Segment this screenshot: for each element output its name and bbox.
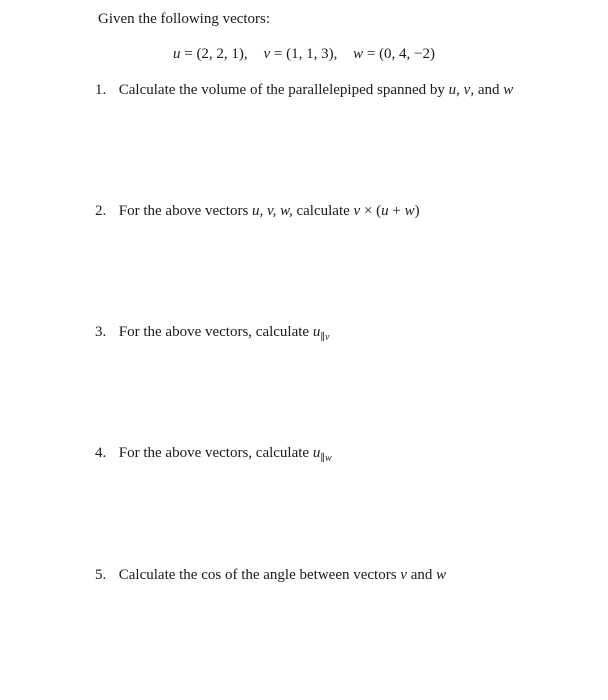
vector-u-symbol: u <box>172 46 181 62</box>
question-5-number: 5. <box>95 567 107 583</box>
question-5-and: and <box>410 567 433 583</box>
question-3 <box>95 322 329 342</box>
question-3-var-u: u <box>312 324 321 340</box>
vector-u-definition <box>173 44 248 64</box>
question-4-number: 4. <box>95 445 107 461</box>
vector-definitions <box>0 44 608 64</box>
question-5 <box>95 565 446 585</box>
question-2-text: For the above vectors <box>118 203 249 219</box>
question-1-number: 1. <box>95 82 107 98</box>
question-2-cross: × <box>363 203 373 219</box>
question-4-var-u: u <box>312 445 321 461</box>
vector-u-value: (2, 2, 1), <box>196 46 248 62</box>
vector-v-definition <box>263 44 337 64</box>
question-3-number: 3. <box>95 324 107 340</box>
question-3-subscript: ∥v <box>320 332 330 343</box>
vector-w-equals: = <box>366 46 376 62</box>
vector-w-symbol: w <box>353 46 364 62</box>
question-2-paren-close: ) <box>414 203 420 219</box>
question-1-sep-2: , and <box>470 82 500 98</box>
question-1-var-w: w <box>503 82 514 98</box>
question-4-subscript: ∥w <box>320 453 332 464</box>
question-2-paren-open: ( <box>376 203 382 219</box>
intro-text: Given the following vectors: <box>98 11 271 27</box>
question-3-text: For the above vectors, calculate <box>118 324 310 340</box>
question-2-var-w: w <box>404 203 415 219</box>
question-1 <box>95 80 513 100</box>
question-2-var-u: u <box>381 203 389 219</box>
vector-u-equals: = <box>184 46 193 62</box>
question-5-var-w: w <box>436 567 447 583</box>
question-5-text: Calculate the cos of the angle between vectors <box>118 567 397 583</box>
question-2-vars: u, v, w, <box>252 203 293 219</box>
vector-v-value: (1, 1, 3), <box>286 46 338 62</box>
question-1-var-u: u <box>448 82 457 98</box>
question-2-plus: + <box>392 203 401 219</box>
question-2 <box>95 201 420 221</box>
question-2-var-v: v <box>353 203 361 219</box>
vector-w-definition <box>353 44 435 64</box>
question-2-number: 2. <box>95 203 107 219</box>
question-1-sep-1: , <box>456 82 460 98</box>
vector-w-value: (0, 4, −2) <box>379 46 436 62</box>
vector-v-equals: = <box>273 46 283 62</box>
vector-v-symbol: v <box>263 46 271 62</box>
question-1-text: Calculate the volume of the parallelepiped spanned by <box>118 82 445 98</box>
question-1-var-v: v <box>463 82 471 98</box>
question-5-var-v: v <box>400 567 407 583</box>
question-4-text: For the above vectors, calculate <box>118 445 310 461</box>
question-4 <box>95 443 332 463</box>
question-2-calculate: calculate <box>296 203 350 219</box>
